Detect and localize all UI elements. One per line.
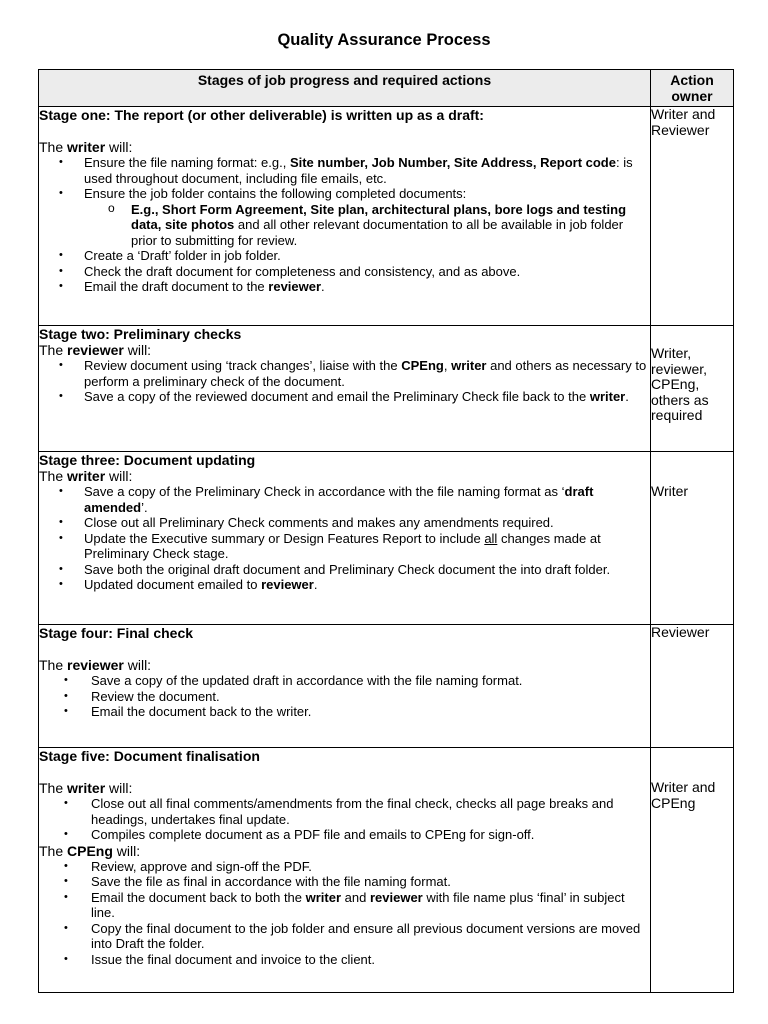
list-item: • Close out all Preliminary Check comments and makes any amendments required. (84, 515, 650, 531)
role-name: writer (67, 780, 106, 796)
bold-text: writer (451, 358, 487, 373)
action-owner: Reviewer (651, 625, 734, 748)
role-name: reviewer (67, 657, 124, 673)
bold-text: E.g., Short Form Agreement, Site plan, architectural plans, bore logs and testing data, site photos (131, 201, 627, 232)
action-list (39, 484, 650, 593)
role-line: The writer will: (39, 780, 133, 796)
stage-title: Stage five: Document finalisation (39, 748, 260, 764)
role-name: writer (67, 468, 106, 484)
header-action-owner: Action owner (651, 70, 734, 107)
role-line: The reviewer will: (39, 342, 152, 358)
action-list (39, 358, 650, 405)
stage-title: Stage two: Preliminary checks (39, 326, 242, 342)
role-line: The reviewer will: (39, 657, 152, 673)
role-line: The CPEng will: (39, 842, 141, 859)
sub-list (84, 202, 650, 249)
stage-row (39, 107, 734, 326)
stage-title: Stage one: The report (or other deliverable) is written up as a draft: (39, 107, 484, 123)
stage-row (39, 326, 734, 452)
action-owner: Writer and Reviewer (651, 107, 734, 326)
list-item: • Issue the final document and invoice to the client. (91, 952, 650, 968)
role-name: CPEng (67, 842, 113, 859)
list-item: • Review, approve and sign-off the PDF. (91, 859, 650, 875)
bold-text: reviewer (261, 577, 314, 592)
list-item: • Create a ‘Draft’ folder in job folder. (84, 248, 650, 264)
stage-row (39, 625, 734, 748)
list-item: • Save a copy of the updated draft in accordance with the file naming format. (91, 673, 650, 689)
list-item: • Save both the original draft document and Preliminary Check document the into draft folder. (84, 562, 650, 578)
list-item: • Save the file as final in accordance with the file naming format. (91, 874, 650, 890)
list-item: • Check the draft document for completeness and consistency, and as above. (84, 264, 650, 280)
underlined-text: all (484, 530, 498, 546)
bold-text: reviewer (369, 889, 423, 905)
bold-text: Site number, Job Number, Site Address, Report code (289, 155, 616, 170)
bold-text: CPEng (401, 358, 444, 373)
list-item: • Review document using ‘track changes’, liaise with the CPEng, writer and others as necessary to perform a preliminary check of the document. (84, 358, 650, 389)
role-line: The writer will: (39, 139, 133, 155)
header-stages: Stages of job progress and required actions (39, 70, 651, 107)
qa-process-table (38, 69, 734, 993)
page-title: Quality Assurance Process (277, 31, 491, 49)
list-item: • Close out all final comments/amendments from the final check, checks all page breaks and headings, undertakes final update. (91, 796, 650, 827)
action-owner: Writer, reviewer, CPEng, others as required (651, 326, 734, 452)
bold-text: writer (589, 389, 626, 404)
action-list (39, 673, 650, 720)
sub-list-item: o E.g., Short Form Agreement, Site plan, architectural plans, bore logs and testing data, site photos and all other relevant documentation to all be available in job folder prior to submitting for review. (131, 202, 650, 249)
action-list (39, 859, 650, 968)
stage-title: Stage four: Final check (39, 625, 194, 641)
list-item: • Save a copy of the Preliminary Check in accordance with the file naming format as ‘draft amended’. (84, 484, 650, 515)
list-item: • Copy the final document to the job folder and ensure all previous document versions are moved into Draft the folder. (91, 921, 650, 952)
list-item: • Review the document. (91, 689, 650, 705)
action-owner: Writer (651, 452, 734, 625)
bold-text: draft amended (84, 484, 594, 515)
table-header-row (39, 70, 734, 107)
action-list (39, 796, 650, 843)
list-item: • Email the draft document to the reviewer. (84, 279, 650, 295)
list-item: • Update the Executive summary or Design Features Report to include all changes made at Preliminary Check stage. (84, 531, 650, 562)
role-name: reviewer (67, 342, 124, 358)
stage-title: Stage three: Document updating (39, 452, 256, 468)
action-list (39, 155, 650, 295)
list-item: • Ensure the job folder contains the following completed documents: o E.g., Short Form Agreement, Site plan, architectural plans, bore logs and testing data, site photos and all other relevant documentation to all be available in job folder prior to submitting for review. (84, 186, 650, 248)
list-item: • Compiles complete document as a PDF file and emails to CPEng for sign-off. (91, 827, 650, 843)
role-line: The writer will: (39, 468, 133, 484)
bold-text: writer (305, 889, 342, 905)
list-item: • Email the document back to the writer. (91, 704, 650, 720)
action-owner: Writer and CPEng (651, 748, 734, 993)
list-item: • Save a copy of the reviewed document and email the Preliminary Check file back to the writer. (84, 389, 650, 405)
stage-row (39, 748, 734, 993)
list-item: • Ensure the file naming format: e.g., Site number, Job Number, Site Address, Report code: is used throughout document, including file emails, etc. (84, 155, 650, 186)
role-name: writer (67, 139, 106, 155)
list-item: • Updated document emailed to reviewer. (84, 577, 650, 593)
bold-text: reviewer (268, 279, 322, 294)
list-item: • Email the document back to both the writer and reviewer with file name plus ‘final’ in subject line. (91, 890, 650, 921)
stage-row (39, 452, 734, 625)
